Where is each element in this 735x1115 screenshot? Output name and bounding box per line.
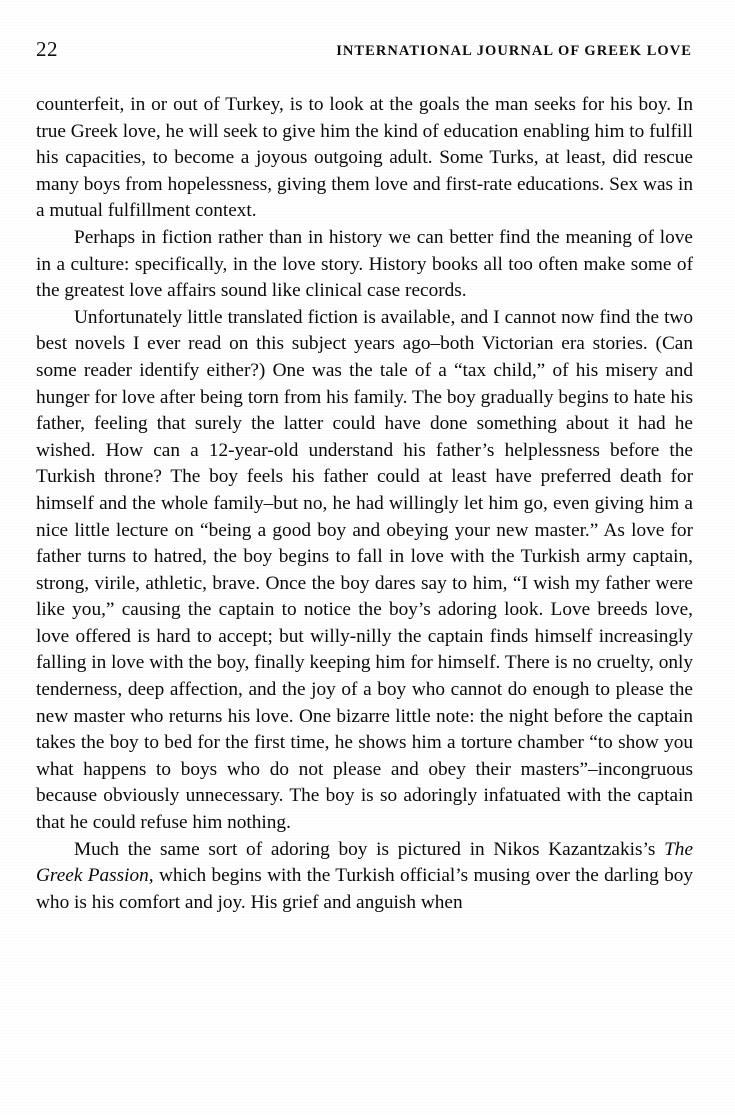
body-text bbox=[36, 92, 693, 916]
page-number: 22 bbox=[36, 37, 58, 61]
paragraph-fiction: Perhaps in fiction rather than in history we can better find the meaning of love in a culture: specifically, in the love story. History books all too often make some of the greatest love affairs sound like clinical case records. bbox=[36, 226, 693, 302]
paragraph-kazantzakis-trail: which begins with the Turkish official’s musing over the darling boy who is his comfort and joy. His grief and anguish when bbox=[36, 865, 693, 913]
running-head bbox=[36, 36, 692, 66]
paragraph-kazantzakis bbox=[36, 837, 693, 917]
paragraph-translated-fiction: Unfortunately little translated fiction is available, and I cannot now find the two best novels I ever read on this subject years ago–both Victorian era stories. (Can some reader identify either?) One was the tale of a “tax child,” of his misery and hunger for love after being torn from his family. The boy gradually begins to hate his father, feeling that surely the latter could have done something about it had he wished. How can a 12-year-old understand his father’s helplessness before the Turkish throne? The boy feels his father could at least have preferred death for himself and the whole family–but no, he had willingly let him go, even giving him a nice little lecture on “being a good boy and obeying your new master.” As love for father turns to hatred, the boy begins to fall in love with the Turkish army captain, strong, virile, athletic, brave. Once the boy dares say to him, “I wish my father were like you,” causing the captain to notice the boy’s adoring look. Love breeds love, love offered is hard to accept; but willy-nilly the captain finds himself increasingly falling in love with the boy, finally keeping him for himself. There is no cruelty, only tenderness, deep affection, and the joy of a boy who cannot do enough to please the new master who returns his love. One bizarre little note: the night before the captain takes the boy to bed for the first time, he shows him a torture chamber “to show you what happens to boys who do not please and obey their masters”–incongruous because obviously unnecessary. The boy is so adoringly infatuated with the captain that he could refuse him nothing. bbox=[36, 306, 693, 834]
journal-title: INTERNATIONAL JOURNAL OF GREEK LOVE bbox=[336, 43, 692, 59]
paragraph-kazantzakis-lead: Much the same sort of adoring boy is pictured in Nikos Kazantzakis’s bbox=[74, 838, 665, 860]
paragraph-continued: counterfeit, in or out of Turkey, is to look at the goals the man seeks for his boy. In true Greek love, he will seek to give him the kind of education enabling him to fulfill his capacities, to become a joyous outgoing adult. Some Turks, at least, did rescue many boys from hopelessness, giving them love and first-rate educations. Sex was in a mutual fulfillment context. bbox=[36, 94, 694, 222]
book-title-greek-passion: The Greek Passion, bbox=[36, 838, 693, 887]
